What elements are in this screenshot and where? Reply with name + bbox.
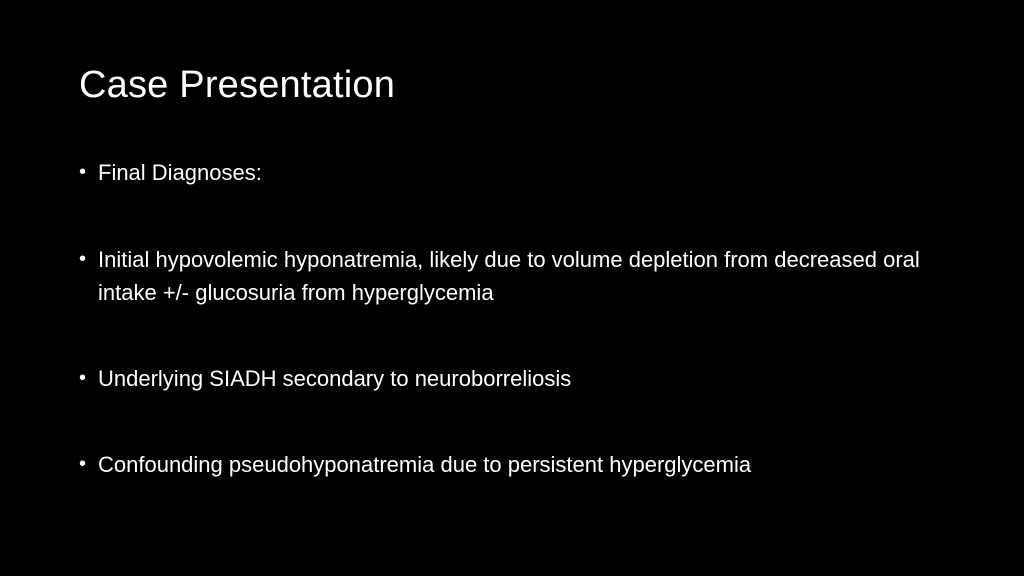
bullet-text: Initial hypovolemic hyponatremia, likely due to volume depletion from decreased oral intake +/- glucosuria from hyperglycemia bbox=[98, 247, 920, 305]
bullet-item-pseudohyponatremia bbox=[79, 448, 959, 481]
bullet-item-final-diagnoses bbox=[79, 156, 959, 189]
bullet-text: Final Diagnoses: bbox=[98, 160, 262, 185]
bullet-dot-icon: • bbox=[79, 161, 87, 183]
bullet-dot-icon: • bbox=[79, 248, 87, 270]
bullet-dot-icon: • bbox=[79, 453, 87, 475]
bullet-dot-icon: • bbox=[79, 367, 87, 389]
bullet-list bbox=[79, 156, 959, 481]
bullet-item-hypovolemic-hyponatremia bbox=[79, 243, 959, 309]
bullet-item-siadh bbox=[79, 362, 959, 395]
bullet-text: Underlying SIADH secondary to neuroborreliosis bbox=[98, 366, 572, 391]
bullet-text: Confounding pseudohyponatremia due to persistent hyperglycemia bbox=[98, 452, 752, 477]
slide-title: Case Presentation bbox=[79, 64, 396, 106]
